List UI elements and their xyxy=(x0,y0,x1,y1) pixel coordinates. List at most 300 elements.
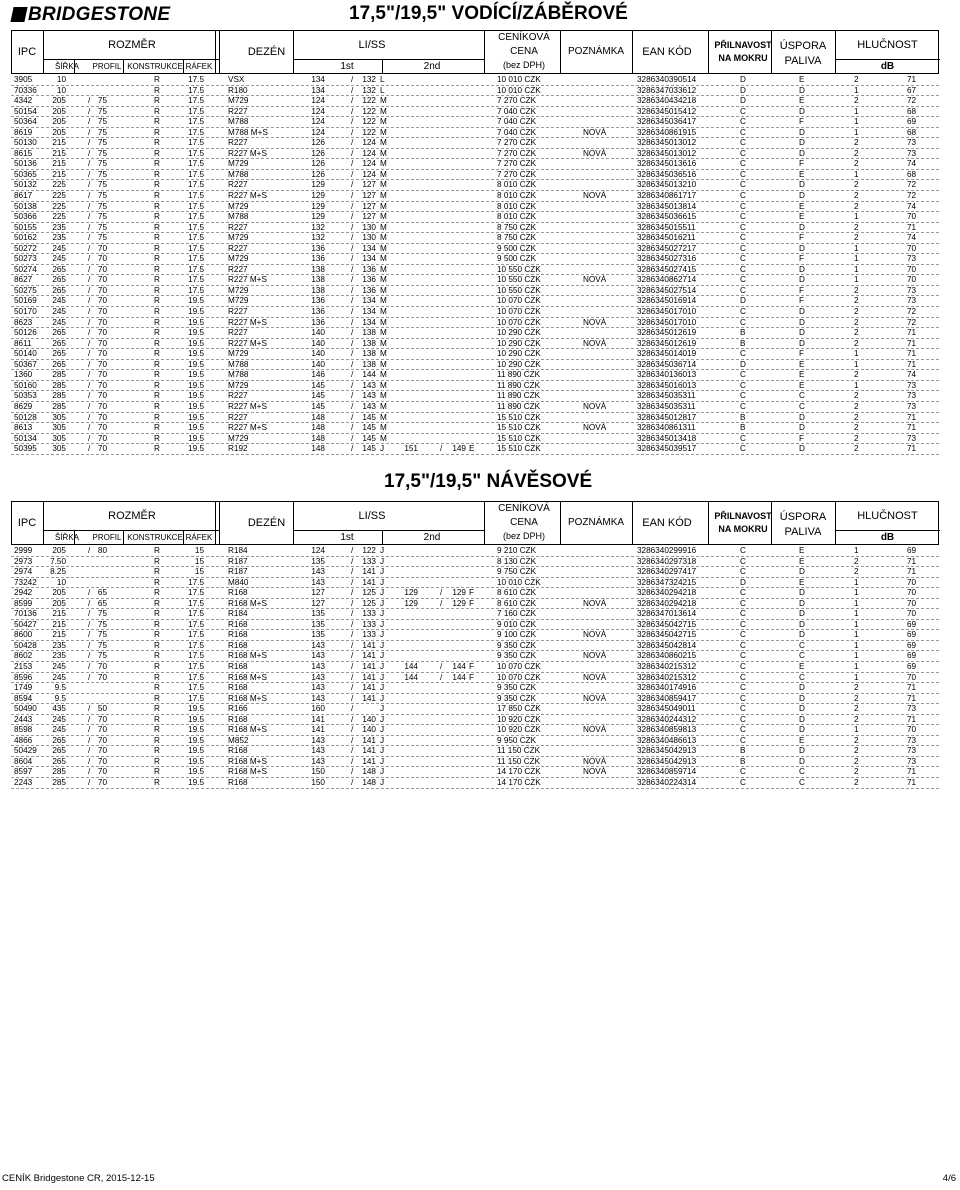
cell-konstrukce: R xyxy=(154,180,160,190)
cell-ipc: 50132 xyxy=(14,180,37,190)
cell-konstrukce: R xyxy=(154,85,160,95)
prilnavost-header-1: PŘILNAVOST xyxy=(714,40,772,50)
cell-rafek: 17.5 xyxy=(188,577,204,587)
cell-konstrukce: R xyxy=(154,778,160,788)
cell-sirka: 235 xyxy=(52,222,66,232)
cell-ss: M xyxy=(380,307,387,317)
cell-konstrukce: R xyxy=(154,672,160,682)
cell-li-1st-2: 124 xyxy=(362,169,376,179)
cell-sirka: 8.25 xyxy=(50,567,66,577)
cell-uspora: C xyxy=(799,672,805,682)
cell-li-1st: 129 xyxy=(311,201,325,211)
cell-profil: 70 xyxy=(97,662,107,672)
cell-ss: M xyxy=(380,370,387,380)
cell-hlucnost-class: 2 xyxy=(854,412,859,422)
cell-ipc: 50275 xyxy=(14,285,37,295)
cell-ean: 3286345013616 xyxy=(637,159,697,169)
footer-text: CENÍK Bridgestone CR, 2015-12-15 xyxy=(2,1173,155,1184)
cell-li-1st-2: 141 xyxy=(362,672,376,682)
cell-hlucnost-db: 70 xyxy=(907,598,917,608)
cell-li-1st-2: 136 xyxy=(362,285,376,295)
cell-ipc: 50169 xyxy=(14,296,37,306)
cell-prilnavost: C xyxy=(740,556,746,566)
cenik-header-3: (bez DPH) xyxy=(502,531,545,541)
cell-li-1st: 143 xyxy=(311,577,325,587)
cell-price: 9 010 CZK xyxy=(497,619,537,629)
cell-dezen: M788 M+S xyxy=(228,127,268,137)
cell-hlucnost-db: 69 xyxy=(907,117,917,127)
cell-rafek: 17.5 xyxy=(188,201,204,211)
cell-profil: 75 xyxy=(97,106,107,116)
cell-ean: 3286340215312 xyxy=(637,662,697,672)
slash-separator: / xyxy=(351,609,354,619)
table-row xyxy=(11,202,939,213)
cell-price: 7 270 CZK xyxy=(497,148,537,158)
cell-sirka: 7.50 xyxy=(50,556,66,566)
cell-profil: 70 xyxy=(97,349,107,359)
cell-poznamka: NOVÁ xyxy=(583,651,607,661)
cell-ss: M xyxy=(380,96,387,106)
cell-li-1st: 143 xyxy=(311,746,325,756)
cell-ss: J xyxy=(380,714,385,724)
table-row xyxy=(11,704,939,715)
slash-separator: / xyxy=(351,683,354,693)
cell-price: 8 610 CZK xyxy=(497,598,537,608)
cell-li-1st-2: 141 xyxy=(362,735,376,745)
cell-rafek: 17.5 xyxy=(188,222,204,232)
cell-price: 10 290 CZK xyxy=(497,359,541,369)
cell-dezen: R227 M+S xyxy=(228,148,267,158)
cell-li-1st-2: 125 xyxy=(362,588,376,598)
cell-hlucnost-class: 2 xyxy=(854,307,859,317)
cell-ss-2: F xyxy=(469,588,475,598)
cell-hlucnost-db: 72 xyxy=(907,180,917,190)
ean-header: EAN KÓD xyxy=(642,517,692,529)
cell-prilnavost: C xyxy=(740,243,746,253)
cell-prilnavost: C xyxy=(740,672,746,682)
cell-sirka: 225 xyxy=(52,191,66,201)
slash-separator: / xyxy=(88,307,91,317)
cell-hlucnost-class: 1 xyxy=(854,106,859,116)
slash-separator: / xyxy=(351,159,354,169)
cell-dezen: R168 M+S xyxy=(228,693,267,703)
cell-ss: J xyxy=(380,588,385,598)
cenik-header-2: CENA xyxy=(510,46,538,57)
cell-ean: 3286340861915 xyxy=(637,127,697,137)
cell-ss: M xyxy=(380,191,387,201)
cell-ean: 3286345017010 xyxy=(637,307,697,317)
cell-li-1st: 148 xyxy=(311,412,325,422)
cell-hlucnost-db: 73 xyxy=(907,756,917,766)
cell-price: 10 070 CZK xyxy=(497,317,541,327)
cell-li-1st-2: 141 xyxy=(362,651,376,661)
cell-price: 10 550 CZK xyxy=(497,264,541,274)
cell-price: 8 010 CZK xyxy=(497,212,537,222)
cell-konstrukce: R xyxy=(154,338,160,348)
cell-prilnavost: C xyxy=(740,159,746,169)
cell-dezen: M729 xyxy=(228,380,249,390)
cell-ipc: 1360 xyxy=(14,370,33,380)
cell-dezen: R168 M+S xyxy=(228,672,267,682)
cell-sirka: 245 xyxy=(52,254,66,264)
cell-dezen: VSX xyxy=(228,75,245,84)
cell-ean: 3286345039517 xyxy=(637,444,697,454)
cell-hlucnost-class: 2 xyxy=(854,714,859,724)
table-header-1 xyxy=(11,30,939,74)
slash-separator: / xyxy=(88,148,91,158)
cell-li-1st: 135 xyxy=(311,609,325,619)
cell-konstrukce: R xyxy=(154,328,160,338)
cell-li-1st-2: 143 xyxy=(362,391,376,401)
cell-ipc: 8617 xyxy=(14,191,33,201)
cell-ss: M xyxy=(380,106,387,116)
cell-ipc: 8611 xyxy=(14,338,32,348)
cell-sirka: 435 xyxy=(52,704,66,714)
cell-li-1st: 129 xyxy=(311,191,325,201)
cell-hlucnost-class: 1 xyxy=(854,630,859,640)
table-row xyxy=(11,265,939,276)
slash-separator: / xyxy=(351,401,354,411)
cell-ipc: 50154 xyxy=(14,106,37,116)
cell-hlucnost-db: 68 xyxy=(907,106,917,116)
slash-separator: / xyxy=(351,651,354,661)
cell-dezen: R227 M+S xyxy=(228,338,267,348)
cell-konstrukce: R xyxy=(154,359,160,369)
slash-separator: / xyxy=(351,556,354,566)
slash-separator: / xyxy=(88,662,91,672)
cell-li-1st: 124 xyxy=(311,117,325,127)
slash-separator: / xyxy=(351,296,354,306)
cell-ipc: 8602 xyxy=(14,651,33,661)
cell-sirka: 285 xyxy=(52,767,66,777)
cell-poznamka: NOVÁ xyxy=(583,338,607,348)
cell-dezen: R227 M+S xyxy=(228,423,267,433)
slash-separator: / xyxy=(88,370,91,380)
cell-price: 10 070 CZK xyxy=(497,296,541,306)
cell-poznamka: NOVÁ xyxy=(583,756,607,766)
table-row xyxy=(11,170,939,181)
cell-uspora: C xyxy=(799,640,805,650)
slash-separator: / xyxy=(88,317,91,327)
cell-price: 15 510 CZK xyxy=(497,444,541,454)
cell-profil: 80 xyxy=(97,546,107,555)
table-row xyxy=(11,673,939,684)
slash-separator: / xyxy=(88,767,91,777)
cell-ean: 3286340486613 xyxy=(637,735,697,745)
slash-separator: / xyxy=(351,285,354,295)
cell-ipc: 8613 xyxy=(14,423,33,433)
cell-ean: 3286340244312 xyxy=(637,714,697,724)
slash-separator: / xyxy=(351,588,354,598)
cell-li-2nd: 129 xyxy=(404,588,418,598)
cell-sirka: 225 xyxy=(52,212,66,222)
cell-prilnavost: C xyxy=(740,619,746,629)
cell-uspora: C xyxy=(799,651,805,661)
cell-uspora: C xyxy=(799,391,805,401)
cell-uspora: D xyxy=(799,191,805,201)
rozmer-header: ROZMĚR xyxy=(108,39,156,51)
cell-hlucnost-class: 2 xyxy=(854,704,859,714)
cell-sirka: 9.5 xyxy=(54,693,66,703)
cell-rafek: 17.5 xyxy=(188,640,204,650)
cell-rafek: 17.5 xyxy=(188,609,204,619)
slash-separator: / xyxy=(440,672,443,682)
cell-li-1st-2: 141 xyxy=(362,577,376,587)
cell-uspora: D xyxy=(799,598,805,608)
slash-separator: / xyxy=(351,370,354,380)
cell-sirka: 9.5 xyxy=(54,683,66,693)
cell-sirka: 215 xyxy=(52,138,66,148)
cell-ean: 3286345013418 xyxy=(637,433,697,443)
cell-rafek: 19.5 xyxy=(188,380,204,390)
slash-separator: / xyxy=(351,756,354,766)
cell-li-1st: 150 xyxy=(311,778,325,788)
cell-konstrukce: R xyxy=(154,201,160,211)
cell-li-1st-2: 145 xyxy=(362,423,376,433)
slash-separator: / xyxy=(351,546,354,555)
cell-konstrukce: R xyxy=(154,423,160,433)
cell-price: 17 850 CZK xyxy=(497,704,541,714)
cell-li-1st: 134 xyxy=(311,75,325,84)
cell-ipc: 2973 xyxy=(14,556,33,566)
cell-ipc: 50162 xyxy=(14,233,37,243)
slash-separator: / xyxy=(88,725,91,735)
cell-dezen: M729 xyxy=(228,254,249,264)
cell-hlucnost-db: 71 xyxy=(907,556,917,566)
slash-separator: / xyxy=(88,746,91,756)
table-row xyxy=(11,339,939,350)
cell-prilnavost: C xyxy=(740,433,746,443)
cell-uspora: F xyxy=(799,433,805,443)
cell-rafek: 19.5 xyxy=(188,714,204,724)
cell-prilnavost: C xyxy=(740,264,746,274)
cell-uspora: D xyxy=(799,180,805,190)
cell-prilnavost: B xyxy=(740,423,746,433)
slash-separator: / xyxy=(88,391,91,401)
cell-ss: M xyxy=(380,127,387,137)
slash-separator: / xyxy=(88,630,91,640)
second-header: 2nd xyxy=(423,61,441,72)
cell-ipc: 50395 xyxy=(14,444,37,454)
cell-dezen: M788 xyxy=(228,359,249,369)
cell-price: 11 890 CZK xyxy=(497,370,541,380)
cell-ss: M xyxy=(380,254,387,264)
cell-uspora: E xyxy=(799,75,805,84)
cell-profil: 75 xyxy=(97,148,107,158)
cell-dezen: M729 xyxy=(228,296,249,306)
cell-ipc: 50353 xyxy=(14,391,37,401)
cell-profil: 75 xyxy=(97,201,107,211)
cell-konstrukce: R xyxy=(154,391,160,401)
slash-separator: / xyxy=(351,746,354,756)
cell-rafek: 19.5 xyxy=(188,746,204,756)
cell-ss: J xyxy=(380,567,385,577)
cell-price: 7 270 CZK xyxy=(497,159,537,169)
slash-separator: / xyxy=(88,735,91,745)
cell-li-1st: 138 xyxy=(311,264,325,274)
table-row xyxy=(11,423,939,434)
cell-ipc: 8619 xyxy=(14,127,33,137)
cell-ss: J xyxy=(380,725,385,735)
cell-hlucnost-class: 1 xyxy=(854,609,859,619)
cell-price: 11 150 CZK xyxy=(497,746,541,756)
slash-separator: / xyxy=(88,96,91,106)
cell-rafek: 17.5 xyxy=(188,191,204,201)
cell-li-1st-2: 125 xyxy=(362,598,376,608)
cell-price: 10 550 CZK xyxy=(497,285,541,295)
cell-hlucnost-class: 2 xyxy=(854,746,859,756)
cell-konstrukce: R xyxy=(154,159,160,169)
cell-sirka: 10 xyxy=(56,577,66,587)
cell-uspora: D xyxy=(799,138,805,148)
cell-dezen: R168 xyxy=(228,630,248,640)
cell-poznamka: NOVÁ xyxy=(583,317,607,327)
cell-hlucnost-db: 71 xyxy=(907,683,917,693)
cell-ean: 3286340862714 xyxy=(637,275,697,285)
cell-sirka: 215 xyxy=(52,148,66,158)
sirka-header: ŠÍŘKA xyxy=(54,62,79,71)
cell-li-1st-2: 133 xyxy=(362,630,376,640)
cell-rafek: 17.5 xyxy=(188,75,204,84)
cell-ipc: 50366 xyxy=(14,212,37,222)
profil-header: PROFIL xyxy=(92,62,122,71)
cell-li-1st: 124 xyxy=(311,106,325,116)
slash-separator: / xyxy=(88,714,91,724)
cell-hlucnost-db: 70 xyxy=(907,275,917,285)
cell-ean: 3286345042715 xyxy=(637,630,697,640)
cell-ipc: 50160 xyxy=(14,380,37,390)
cell-price: 9 750 CZK xyxy=(497,567,537,577)
cell-uspora: F xyxy=(799,159,805,169)
table-row xyxy=(11,694,939,705)
cell-ss: J xyxy=(380,640,385,650)
cell-li-1st-2: 127 xyxy=(362,212,376,222)
cell-ss: M xyxy=(380,117,387,127)
slash-separator: / xyxy=(351,191,354,201)
cell-price: 8 610 CZK xyxy=(497,588,537,598)
cell-li-1st: 143 xyxy=(311,662,325,672)
slash-separator: / xyxy=(351,630,354,640)
slash-separator: / xyxy=(88,222,91,232)
cell-hlucnost-class: 1 xyxy=(854,127,859,137)
cell-dezen: R227 xyxy=(228,307,248,317)
cell-li-1st: 136 xyxy=(311,254,325,264)
cell-li-1st-2: 145 xyxy=(362,444,376,454)
cell-konstrukce: R xyxy=(154,138,160,148)
cell-ss: J xyxy=(380,546,385,555)
cell-profil: 70 xyxy=(97,714,107,724)
cell-hlucnost-class: 1 xyxy=(854,349,859,359)
cell-sirka: 225 xyxy=(52,180,66,190)
cell-dezen: R168 xyxy=(228,662,248,672)
cell-hlucnost-db: 73 xyxy=(907,735,917,745)
cell-ipc: 8627 xyxy=(14,275,33,285)
cell-li-1st-2: 130 xyxy=(362,222,376,232)
cell-hlucnost-class: 2 xyxy=(854,222,859,232)
cell-prilnavost: C xyxy=(740,201,746,211)
cell-profil: 70 xyxy=(97,391,107,401)
cell-price: 7 270 CZK xyxy=(497,169,537,179)
cell-hlucnost-db: 72 xyxy=(907,317,917,327)
cell-uspora: D xyxy=(799,243,805,253)
cell-prilnavost: C xyxy=(740,704,746,714)
slash-separator: / xyxy=(88,338,91,348)
table-row xyxy=(11,107,939,118)
cell-hlucnost-db: 74 xyxy=(907,159,917,169)
cell-sirka: 265 xyxy=(52,338,66,348)
cell-rafek: 19.5 xyxy=(188,735,204,745)
cell-konstrukce: R xyxy=(154,683,160,693)
cell-hlucnost-class: 1 xyxy=(854,588,859,598)
cell-dezen: R227 M+S xyxy=(228,401,267,411)
cell-konstrukce: R xyxy=(154,233,160,243)
cell-konstrukce: R xyxy=(154,444,160,454)
cell-ean: 3286345042814 xyxy=(637,640,697,650)
cell-uspora: E xyxy=(799,169,805,179)
cell-uspora: D xyxy=(799,222,805,232)
cell-profil: 65 xyxy=(97,588,107,598)
table-row xyxy=(11,725,939,736)
slash-separator: / xyxy=(88,264,91,274)
konstrukce-header: KONSTRUKCE xyxy=(127,533,183,542)
table-row xyxy=(11,567,939,578)
cell-dezen: R168 xyxy=(228,588,248,598)
cell-rafek: 19.5 xyxy=(188,307,204,317)
cell-rafek: 19.5 xyxy=(188,391,204,401)
cell-li-1st: 126 xyxy=(311,169,325,179)
cell-ean: 3286345042913 xyxy=(637,746,697,756)
cell-profil: 70 xyxy=(97,296,107,306)
cell-price: 10 290 CZK xyxy=(497,328,541,338)
cell-ean: 3286345013012 xyxy=(637,148,697,158)
cell-li-1st: 140 xyxy=(311,349,325,359)
cell-dezen: R168 M+S xyxy=(228,651,267,661)
slash-separator: / xyxy=(351,148,354,158)
cell-prilnavost: C xyxy=(740,254,746,264)
cell-uspora: D xyxy=(799,328,805,338)
cell-price: 8 010 CZK xyxy=(497,191,537,201)
cell-poznamka: NOVÁ xyxy=(583,725,607,735)
table-row xyxy=(11,159,939,170)
cell-hlucnost-db: 73 xyxy=(907,746,917,756)
cell-hlucnost-class: 2 xyxy=(854,201,859,211)
cell-rafek: 17.5 xyxy=(188,243,204,253)
cell-ss: J xyxy=(380,598,385,608)
cell-price: 10 920 CZK xyxy=(497,725,541,735)
cell-prilnavost: B xyxy=(740,328,746,338)
cell-price: 10 550 CZK xyxy=(497,275,541,285)
cell-poznamka: NOVÁ xyxy=(583,401,607,411)
section-title-navesove: 17,5"/19,5" NÁVĚSOVÉ xyxy=(384,471,593,492)
cell-uspora: F xyxy=(799,233,805,243)
cell-ss: J xyxy=(380,651,385,661)
cell-konstrukce: R xyxy=(154,746,160,756)
cell-sirka: 235 xyxy=(52,651,66,661)
cell-rafek: 19.5 xyxy=(188,349,204,359)
cell-li-1st-2: 134 xyxy=(362,254,376,264)
cell-prilnavost: C xyxy=(740,588,746,598)
cell-li-1st-2: 130 xyxy=(362,233,376,243)
cell-li-2nd-2: 129 xyxy=(452,588,466,598)
cell-rafek: 17.5 xyxy=(188,285,204,295)
cell-konstrukce: R xyxy=(154,317,160,327)
rafek-header: RÁFEK xyxy=(185,62,213,71)
cell-sirka: 205 xyxy=(52,106,66,116)
cell-rafek: 19.5 xyxy=(188,338,204,348)
cell-ean: 3286340299916 xyxy=(637,546,697,555)
cell-hlucnost-db: 72 xyxy=(907,96,917,106)
cell-ean: 3286340297318 xyxy=(637,556,697,566)
